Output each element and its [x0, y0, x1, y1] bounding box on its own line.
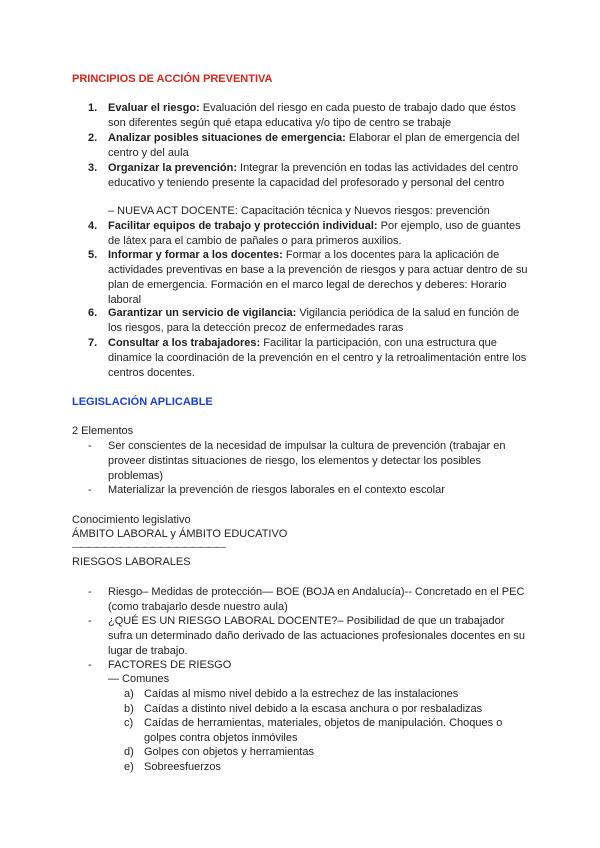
element-item-2 [88, 483, 528, 498]
alpha-marker: d) [124, 746, 134, 758]
item-text: Evaluación del riesgo en cada puesto de trabajo dado que éstos son diferentes según qué etapa educativa y/o tipo de centro se trabaje [108, 102, 516, 129]
heading-principios: PRINCIPIOS DE ACCIÓN PREVENTIVA [72, 73, 273, 85]
alpha-marker: c) [124, 717, 134, 729]
item-text: Elaborar el plan de emergencia del centro y del aula [108, 132, 520, 159]
riesgos-title: RIESGOS LABORALES [72, 556, 191, 568]
list-item-5 [88, 248, 528, 308]
riesgo-item-1 [88, 585, 528, 615]
dash-bullet: - [88, 615, 92, 627]
element-text: Ser conscientes de la necesidad de impulsar la cultura de prevención (trabajar en proveer distintas situaciones de riesgo, los elementos y detectar los posibles problemas) [108, 440, 506, 482]
sub-item-text: Caídas de herramientas, materiales, objetos de manipulación. Choques o golpes contra objetos inmóviles [144, 717, 503, 744]
heading-legislacion: LEGISLACIÓN APLICABLE [72, 396, 213, 408]
comunes-label: — Comunes [108, 673, 170, 685]
list-number: 5. [88, 249, 98, 261]
riesgo-text: ¿QUÉ ES UN RIESGO LABORAL DOCENTE?– Posibilidad de que un trabajador sufra un determinado daño derivado de las actuaciones profesionales docentes en su lugar de trabajo. [108, 615, 526, 657]
element-item-1 [88, 439, 528, 484]
dash-bullet: - [88, 484, 92, 496]
riesgo-text: FACTORES DE RIESGO [108, 659, 232, 671]
elements-title: 2 Elementos [72, 425, 134, 437]
item-text: Facilitar la participación, con una estructura que dinamice la coordinación de la prevención en el centro y la retroalimentación entre los centros docentes. [108, 337, 527, 379]
alpha-marker: a) [124, 688, 134, 700]
list-number: 7. [88, 337, 98, 349]
sub-item-c [124, 716, 524, 746]
sub-item-text: Caídas a distinto nivel debido a la escasa anchura o por resbaladizas [144, 703, 483, 715]
dash-bullet: - [88, 586, 92, 598]
list-number: 6. [88, 307, 98, 319]
list-number: 4. [88, 220, 98, 232]
sub-item-d [124, 745, 524, 760]
list-item-3 [88, 161, 528, 191]
item-bold: Evaluar el riesgo: [108, 102, 200, 114]
list-item-6 [88, 306, 528, 336]
item-bold: Analizar posibles situaciones de emergencia: [108, 132, 346, 144]
item-bold: Consultar a los trabajadores: [108, 337, 261, 349]
separator-line: ——————————————————— [72, 542, 224, 553]
sub-item-a [124, 687, 524, 702]
sub-item-text: Sobreesfuerzos [144, 761, 222, 773]
item-text: Formar a los docentes para la aplicación de actividades preventivas en base a la prevención de riesgos y para actuar dentro de su plan de emergencia. Formación en el marco legal de derechos y deberes: Horario laboral [108, 249, 528, 306]
riesgo-item-3 [88, 658, 528, 673]
item-bold: Informar y formar a los docentes: [108, 249, 283, 261]
list-number: 3. [88, 162, 98, 174]
nueva-act-docente-note: – NUEVA ACT DOCENTE: Capacitación técnica y Nuevos riesgos: prevención [108, 205, 490, 217]
alpha-marker: b) [124, 703, 134, 715]
dash-bullet: - [88, 440, 92, 452]
list-number: 2. [88, 132, 98, 144]
list-item-2 [88, 131, 528, 161]
list-number: 1. [88, 102, 98, 114]
riesgo-item-2 [88, 614, 528, 659]
riesgo-text: Riesgo– Medidas de protección— BOE (BOJA en Andalucía)-- Concretado en el PEC (como trabajarlo desde nuestro aula) [108, 586, 525, 613]
sub-item-e [124, 760, 524, 775]
ambito-line: ÁMBITO LABORAL y ÁMBITO EDUCATIVO [72, 528, 288, 540]
conocimiento-legislativo: Conocimiento legislativo [72, 514, 191, 526]
sub-item-text: Caídas al mismo nivel debido a la estrechez de las instalaciones [144, 688, 459, 700]
item-bold: Organizar la prevención: [108, 162, 237, 174]
list-item-4 [88, 219, 528, 249]
list-item-1 [88, 101, 528, 131]
item-bold: Facilitar equipos de trabajo y protección individual: [108, 220, 378, 232]
item-text: Vigilancia periódica de la salud en función de los riesgos, para la detección precoz de enfermedades raras [108, 307, 520, 334]
item-text: Integrar la prevención en todas las actividades del centro educativo y teniendo presente la capacidad del profesorado y personal del centro [108, 162, 519, 189]
element-text: Materializar la prevención de riesgos laborales en el contexto escolar [108, 484, 445, 496]
list-item-7 [88, 336, 528, 381]
alpha-marker: e) [124, 761, 134, 773]
sub-item-text: Golpes con objetos y herramientas [144, 746, 314, 758]
item-text: Por ejemplo, uso de guantes de látex para el cambio de pañales o para primeros auxilios. [108, 220, 521, 247]
sub-item-b [124, 702, 524, 717]
item-bold: Garantizar un servicio de vigilancia: [108, 307, 297, 319]
dash-bullet: - [88, 659, 92, 671]
